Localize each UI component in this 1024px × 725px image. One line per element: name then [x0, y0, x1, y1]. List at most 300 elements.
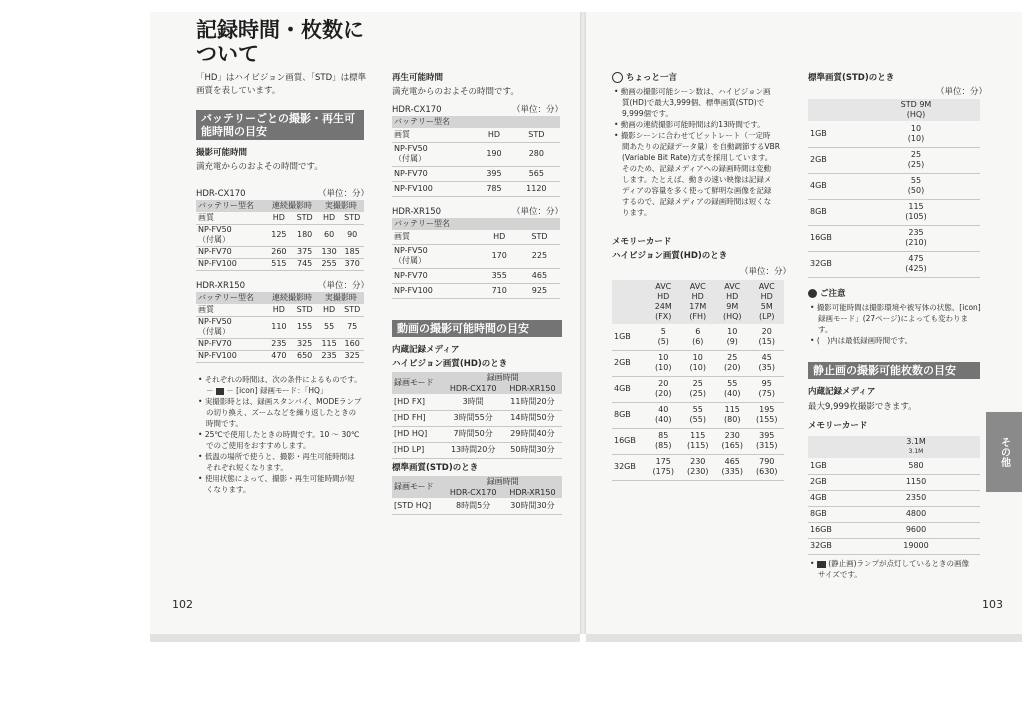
- table-row: [612, 350, 784, 376]
- notes-list: [198, 374, 368, 495]
- memcard-heading: メモリーカード: [808, 421, 868, 431]
- th-time: 録画時間: [486, 372, 519, 382]
- mode-table: [392, 372, 562, 459]
- table-model-cx170: HDR-CX170: [392, 105, 442, 115]
- table-row: [196, 350, 364, 362]
- table-row: [196, 316, 364, 338]
- book-gutter: [580, 12, 586, 634]
- cell-min: (20): [724, 363, 741, 372]
- capacity: 2GB: [808, 474, 852, 490]
- th-cont: 連続撮影時: [272, 201, 313, 210]
- cell: 45: [761, 353, 772, 362]
- cell: 130: [318, 246, 341, 258]
- table-row: [808, 522, 980, 538]
- cell-min: (10): [689, 363, 706, 372]
- table-row: [808, 251, 980, 277]
- cell: 395: [759, 431, 775, 440]
- cell: 115: [724, 405, 740, 414]
- table-row: [808, 121, 980, 147]
- cell: [STD HQ]: [392, 498, 443, 514]
- th-battery: バッテリー型名: [394, 117, 450, 126]
- cell: 260: [266, 246, 291, 258]
- capacity: 32GB: [808, 251, 852, 277]
- table-unit: （単位：分）: [936, 87, 988, 97]
- cell-min: (210): [905, 238, 927, 247]
- rec-table-cx170: [196, 200, 364, 271]
- cell: 10: [727, 326, 738, 336]
- battery-name: NP-FV100: [196, 258, 266, 270]
- battery-name: NP-FV50: [394, 246, 428, 255]
- cell: 6: [695, 326, 701, 336]
- tip-line: そのため、記録メディアへの録画時間は変動: [622, 164, 771, 173]
- battery-name-sub: （付属）: [394, 154, 426, 163]
- tip-line: (Variable Bit Rate)方式を採用しています。: [622, 153, 773, 162]
- cell: 325: [340, 350, 364, 362]
- hd-quality-heading: ハイビジョン画質(HD)のとき: [612, 251, 728, 261]
- th-hd: HD: [480, 230, 519, 244]
- cell: 395: [475, 166, 512, 181]
- note-line: それぞれ短くなります。: [206, 463, 288, 472]
- table-row: [392, 410, 562, 426]
- battery-name: NP-FV70: [392, 166, 475, 181]
- cell: 8時間5分: [443, 498, 503, 514]
- battery-name-sub: （付属）: [198, 235, 230, 244]
- cell: 20: [761, 326, 772, 336]
- capacity: 8GB: [808, 199, 852, 225]
- table-row: [808, 474, 980, 490]
- rec-time-heading: 撮影可能時間: [196, 148, 248, 158]
- caution-line: 録画モード」(27ページ)によっても変わりま: [818, 314, 968, 323]
- cell: 580: [852, 458, 980, 474]
- battery-name: NP-FV100: [392, 181, 475, 196]
- std-heading: 標準画質(STD)のとき: [808, 73, 895, 83]
- cell: 5: [660, 326, 666, 336]
- cell: 30時間30分: [503, 498, 562, 514]
- table-row: [612, 324, 784, 350]
- cell-min: (105): [905, 212, 927, 221]
- cell: 195: [759, 405, 775, 414]
- caution-heading: [808, 288, 845, 300]
- play-table-cx170: [392, 116, 560, 197]
- hd-quality-heading: ハイビジョン画質(HD)のとき: [392, 359, 508, 369]
- cell: 235: [318, 350, 341, 362]
- cell: 515: [266, 258, 291, 270]
- cell: 565: [513, 166, 560, 181]
- caution-line: • ( )内は最低録画時間です。: [810, 336, 913, 345]
- capacity: 1GB: [612, 324, 646, 350]
- caution-line: す。: [818, 325, 833, 334]
- table-unit: （単位：分）: [512, 105, 564, 115]
- table-row: [392, 498, 562, 514]
- table-row: [392, 426, 562, 442]
- tip-line: します。たとえば、動きの速い映像は記録メ: [622, 175, 772, 184]
- cell-min: (40): [655, 415, 672, 424]
- tip-line: するので、記録メディアの録画時間は短くな: [622, 197, 772, 206]
- table-unit: （単位：分）: [512, 207, 564, 217]
- cell: 125: [266, 224, 291, 246]
- table-row: [392, 142, 560, 166]
- cell: 19000: [852, 538, 980, 554]
- cell: 255: [318, 258, 341, 270]
- cell: 14時間50分: [503, 410, 562, 426]
- battery-name: NP-FV100: [392, 283, 480, 298]
- table-model-xr150: HDR-XR150: [392, 207, 442, 217]
- table-model-cx170: HDR-CX170: [196, 189, 246, 199]
- battery-name: NP-FV70: [196, 246, 266, 258]
- camera-icon: [817, 561, 826, 568]
- col-head: STD 9M: [900, 100, 932, 109]
- col-head: 3.1M: [906, 437, 926, 446]
- th-mode: 録画モード: [394, 378, 434, 387]
- th-std: STD: [513, 128, 560, 142]
- cell: 115: [908, 202, 924, 211]
- cell: [HD FH]: [392, 410, 443, 426]
- col-head: (HQ): [906, 110, 926, 119]
- capacity: 8GB: [808, 506, 852, 522]
- cell-min: (155): [755, 415, 778, 424]
- cell: 55: [727, 379, 738, 388]
- tip-heading: [612, 72, 677, 84]
- cell-min: (35): [758, 363, 775, 372]
- cell-min: (55): [689, 415, 706, 424]
- intro-line2: 画質を表しています。: [196, 86, 281, 96]
- table-row: [612, 428, 784, 454]
- tip-line: 質(HD)で最大3,999個、標準画質(STD)で: [622, 98, 765, 107]
- battery-name: NP-FV70: [392, 268, 480, 283]
- std-quality-heading: 標準画質(STD)のとき: [392, 463, 479, 473]
- cell: 475: [908, 254, 924, 263]
- note-line: • 使用状態によって、撮影・再生可能時間が短: [198, 474, 355, 483]
- cell: 185: [340, 246, 364, 258]
- table-unit: （単位：分）: [318, 281, 370, 291]
- col-head: (HQ): [722, 312, 742, 321]
- cell: 55: [318, 316, 341, 338]
- table-row: [392, 244, 560, 268]
- tip-icon: [612, 72, 623, 83]
- cell: 10: [910, 123, 922, 133]
- col-head: AVC: [724, 282, 741, 291]
- memcard-hd-table: [612, 280, 784, 481]
- cell: 470: [266, 350, 291, 362]
- cell-min: (20): [655, 389, 672, 398]
- col-head: HD: [760, 292, 773, 301]
- cell: 55: [910, 176, 922, 185]
- table-row: [612, 402, 784, 428]
- cell: 75: [340, 316, 364, 338]
- table-row: [808, 199, 980, 225]
- cell: 1120: [513, 181, 560, 196]
- cell: 25: [727, 353, 738, 362]
- table-row: [612, 454, 784, 480]
- table-row: [808, 225, 980, 251]
- cell: 925: [519, 283, 560, 298]
- capacity: 16GB: [808, 225, 852, 251]
- th-hd: HD: [266, 304, 291, 316]
- cell-min: (115): [686, 441, 709, 450]
- th-xr150: HDR-XR150: [509, 487, 556, 497]
- col-head: AVC: [689, 282, 706, 291]
- play-time-heading: 再生可能時間: [392, 73, 444, 83]
- cell: 25: [910, 150, 922, 159]
- th-hd: HD: [318, 304, 341, 316]
- cell: 10: [658, 353, 669, 362]
- cell: 155: [291, 316, 317, 338]
- th-battery: バッテリー型名: [394, 219, 450, 228]
- col-head: (FX): [655, 312, 672, 321]
- table-row: [392, 166, 560, 181]
- note-line: くなります。: [206, 485, 251, 494]
- col-head: (FH): [689, 312, 707, 321]
- cell-min: (9): [726, 336, 738, 346]
- caution-line: • 撮影可能時間は撮影環境や被写体の状態、[icon]: [810, 303, 981, 312]
- table-row: [196, 224, 364, 246]
- table-row: [196, 258, 364, 270]
- tip-line: 間あたりの記録データ量）を自動調節するVBR: [622, 142, 780, 151]
- cell-min: (5): [657, 336, 669, 346]
- col-head: HD: [726, 292, 739, 301]
- page-edge-right: [586, 634, 1022, 642]
- caution-list: [810, 302, 982, 346]
- note-line: 時間です。: [206, 419, 243, 428]
- cell: 180: [291, 224, 317, 246]
- still-note-line: • (静止画)ランプが点灯しているときの画像: [810, 559, 970, 568]
- table-row: [392, 442, 562, 458]
- table-row: [196, 246, 364, 258]
- capacity: 32GB: [808, 538, 852, 554]
- cell: 9600: [852, 522, 980, 538]
- cell-min: (175): [652, 467, 674, 476]
- movie-section-band: 動画の撮影可能時間の目安: [392, 320, 562, 337]
- cell: 2350: [852, 490, 980, 506]
- play-table-xr150: [392, 218, 560, 299]
- th-cont: 連続撮影時: [272, 293, 313, 302]
- battery-name: NP-FV50: [198, 317, 232, 326]
- battery-name-sub: （付属）: [394, 256, 426, 265]
- cell-min: (315): [755, 441, 778, 450]
- th-mode: 録画モード: [394, 482, 434, 491]
- capacity: 2GB: [808, 147, 852, 173]
- cell: 90: [340, 224, 364, 246]
- tip-heading-text: ちょっと一言: [625, 73, 677, 83]
- still-table: [808, 436, 980, 555]
- cell: 230: [724, 431, 740, 440]
- capacity: 4GB: [808, 173, 852, 199]
- cell: 235: [908, 228, 924, 237]
- capacity: 2GB: [612, 350, 646, 376]
- cell: 650: [291, 350, 317, 362]
- cell: 95: [761, 379, 772, 388]
- th-actual: 実撮影時: [324, 293, 357, 302]
- capacity: 1GB: [808, 458, 852, 474]
- col-head: 5M: [760, 302, 773, 311]
- cell-min: (425): [905, 264, 927, 273]
- cell: 115: [690, 431, 706, 440]
- page-title-line2: ついて: [196, 42, 259, 66]
- caution-heading-text: ご注意: [819, 289, 846, 299]
- th-time: 録画時間: [486, 476, 519, 486]
- cell-min: (10): [655, 363, 672, 372]
- tip-line: 9,999個です。: [622, 109, 673, 118]
- caution-icon: [808, 289, 817, 298]
- cell: 25: [692, 379, 703, 388]
- table-unit: （単位：分）: [740, 267, 792, 277]
- memcard-std-table: [808, 99, 980, 278]
- cell: [HD HQ]: [392, 426, 443, 442]
- cell: 355: [480, 268, 519, 283]
- cell: 790: [759, 457, 775, 466]
- th-std: STD: [291, 304, 317, 316]
- th-cx170: HDR-CX170: [449, 487, 497, 497]
- table-model-xr150: HDR-XR150: [196, 281, 246, 291]
- table-row: [808, 173, 980, 199]
- cell: 160: [340, 338, 364, 350]
- cell: 280: [513, 142, 560, 166]
- rec-table-xr150: [196, 292, 364, 363]
- still-note-line: サイズです。: [818, 570, 862, 579]
- battery-name-sub: （付属）: [198, 327, 230, 336]
- note-line: － － [icon] 録画モード：「HQ」: [206, 386, 328, 395]
- th-hd: HD: [475, 128, 512, 142]
- cell-min: (25): [689, 389, 706, 398]
- col-head: HD: [657, 292, 670, 301]
- th-std: STD: [340, 212, 364, 224]
- cell: 175: [655, 457, 671, 466]
- table-row: [808, 147, 980, 173]
- still-note: [810, 558, 982, 580]
- cell-min: (630): [755, 467, 778, 476]
- cell-min: (6): [692, 336, 704, 346]
- page-title-line1: 記録時間・枚数に: [196, 18, 364, 42]
- table-row: [808, 506, 980, 522]
- capacity: 1GB: [808, 121, 852, 147]
- th-quality: 画質: [392, 128, 475, 142]
- capacity: 4GB: [808, 490, 852, 506]
- th-quality: 画質: [196, 212, 266, 224]
- table-row: [392, 268, 560, 283]
- th-battery: バッテリー型名: [198, 201, 254, 210]
- battery-band-line2: 能時間の目安: [201, 125, 267, 138]
- internal-media-heading: 内蔵記録メディア: [392, 345, 460, 355]
- cell-min: (80): [724, 415, 741, 424]
- cell-min: (165): [721, 441, 743, 450]
- cell-min: (230): [686, 467, 709, 476]
- internal-media-heading: 内蔵記録メディア: [808, 387, 876, 397]
- cell: [HD LP]: [392, 442, 443, 458]
- still-max-note: 最大9,999枚撮影できます。: [808, 402, 917, 412]
- table-row: [808, 458, 980, 474]
- film-icon: [216, 388, 224, 395]
- cell: 60: [318, 224, 341, 246]
- cell: 465: [519, 268, 560, 283]
- note-line: の切り換え、ズームなどを繰り返したときの: [206, 408, 357, 417]
- tip-line: • 動画の撮影可能シーン数は、ハイビジョン画: [614, 87, 771, 96]
- th-std: STD: [291, 212, 317, 224]
- battery-name: NP-FV50: [198, 225, 232, 234]
- cell-min: (40): [724, 389, 741, 398]
- cell: 40: [658, 405, 669, 414]
- th-quality: 画質: [196, 304, 266, 316]
- side-tab-other: その他: [986, 412, 1022, 492]
- cell: 20: [658, 379, 669, 388]
- battery-band-line1: バッテリーごとの撮影・再生可: [201, 112, 355, 125]
- cell: 1150: [852, 474, 980, 490]
- tip-line: • 撮影シーンに合わせてビットレート（一定時: [614, 131, 771, 140]
- image-size-icon: 3.1M: [908, 448, 924, 455]
- th-std: STD: [519, 230, 560, 244]
- cell: 235: [266, 338, 291, 350]
- battery-section-band: [196, 110, 364, 140]
- cell: 110: [266, 316, 291, 338]
- cell: 50時間30分: [503, 442, 562, 458]
- still-section-band: 静止画の撮影可能枚数の目安: [808, 362, 980, 379]
- capacity: 16GB: [808, 522, 852, 538]
- table-row: [392, 394, 562, 410]
- intro-line1: 「HD」はハイビジョン画質、「STD」は標準: [196, 73, 367, 83]
- col-head: 17M: [689, 302, 707, 311]
- cell-min: (10): [907, 133, 925, 143]
- memcard-heading: メモリーカード: [612, 237, 672, 247]
- th-battery: バッテリー型名: [198, 293, 254, 302]
- th-std: STD: [340, 304, 364, 316]
- col-head: 24M: [654, 302, 672, 311]
- battery-name: NP-FV50: [394, 144, 428, 153]
- table-row: [612, 376, 784, 402]
- note-line: • 低温の場所で使うと、撮影・再生可能時間は: [198, 452, 355, 461]
- col-head: AVC: [655, 282, 672, 291]
- tip-list: [614, 86, 794, 218]
- cell: 785: [475, 181, 512, 196]
- cell-min: (15): [758, 336, 775, 346]
- th-cx170: HDR-CX170: [449, 383, 497, 393]
- col-head: 9M: [726, 302, 739, 311]
- cell-min: (75): [758, 389, 775, 398]
- cell: 190: [475, 142, 512, 166]
- note-line: • 25℃で使用したときの時間です。10 ～ 30℃: [198, 430, 360, 439]
- cell: 710: [480, 283, 519, 298]
- cell-min: (50): [907, 186, 925, 195]
- page-number-right: 103: [982, 598, 1003, 611]
- table-row: [196, 338, 364, 350]
- cell: 85: [658, 431, 669, 440]
- cell: 230: [690, 457, 706, 466]
- table-row: [808, 538, 980, 554]
- note-line: • 実撮影時とは、録画スタンバイ、MODEランプ: [198, 397, 362, 406]
- cell: 325: [291, 338, 317, 350]
- note-line: • それぞれの時間は、次の条件によるものです。: [198, 375, 362, 384]
- cell: [HD FX]: [392, 394, 443, 410]
- capacity: 4GB: [612, 376, 646, 402]
- cell: 29時間40分: [503, 426, 562, 442]
- cell: 10: [692, 353, 703, 362]
- cell: 370: [340, 258, 364, 270]
- cell: 170: [480, 244, 519, 268]
- cell: 225: [519, 244, 560, 268]
- table-row: [392, 283, 560, 298]
- cell: 3時間55分: [443, 410, 503, 426]
- std-mode-table: [392, 476, 562, 515]
- cell: 7時間50分: [443, 426, 503, 442]
- capacity: 32GB: [612, 454, 646, 480]
- cell: 115: [318, 338, 341, 350]
- col-head: HD: [691, 292, 704, 301]
- table-row: [808, 490, 980, 506]
- cell: 3時間: [443, 394, 503, 410]
- tip-line: ディアの容量を多く使って鮮明な画像を記録: [622, 186, 772, 195]
- cell-min: (25): [907, 160, 925, 169]
- col-head: (LP): [758, 312, 775, 321]
- cell: 745: [291, 258, 317, 270]
- capacity: 8GB: [612, 402, 646, 428]
